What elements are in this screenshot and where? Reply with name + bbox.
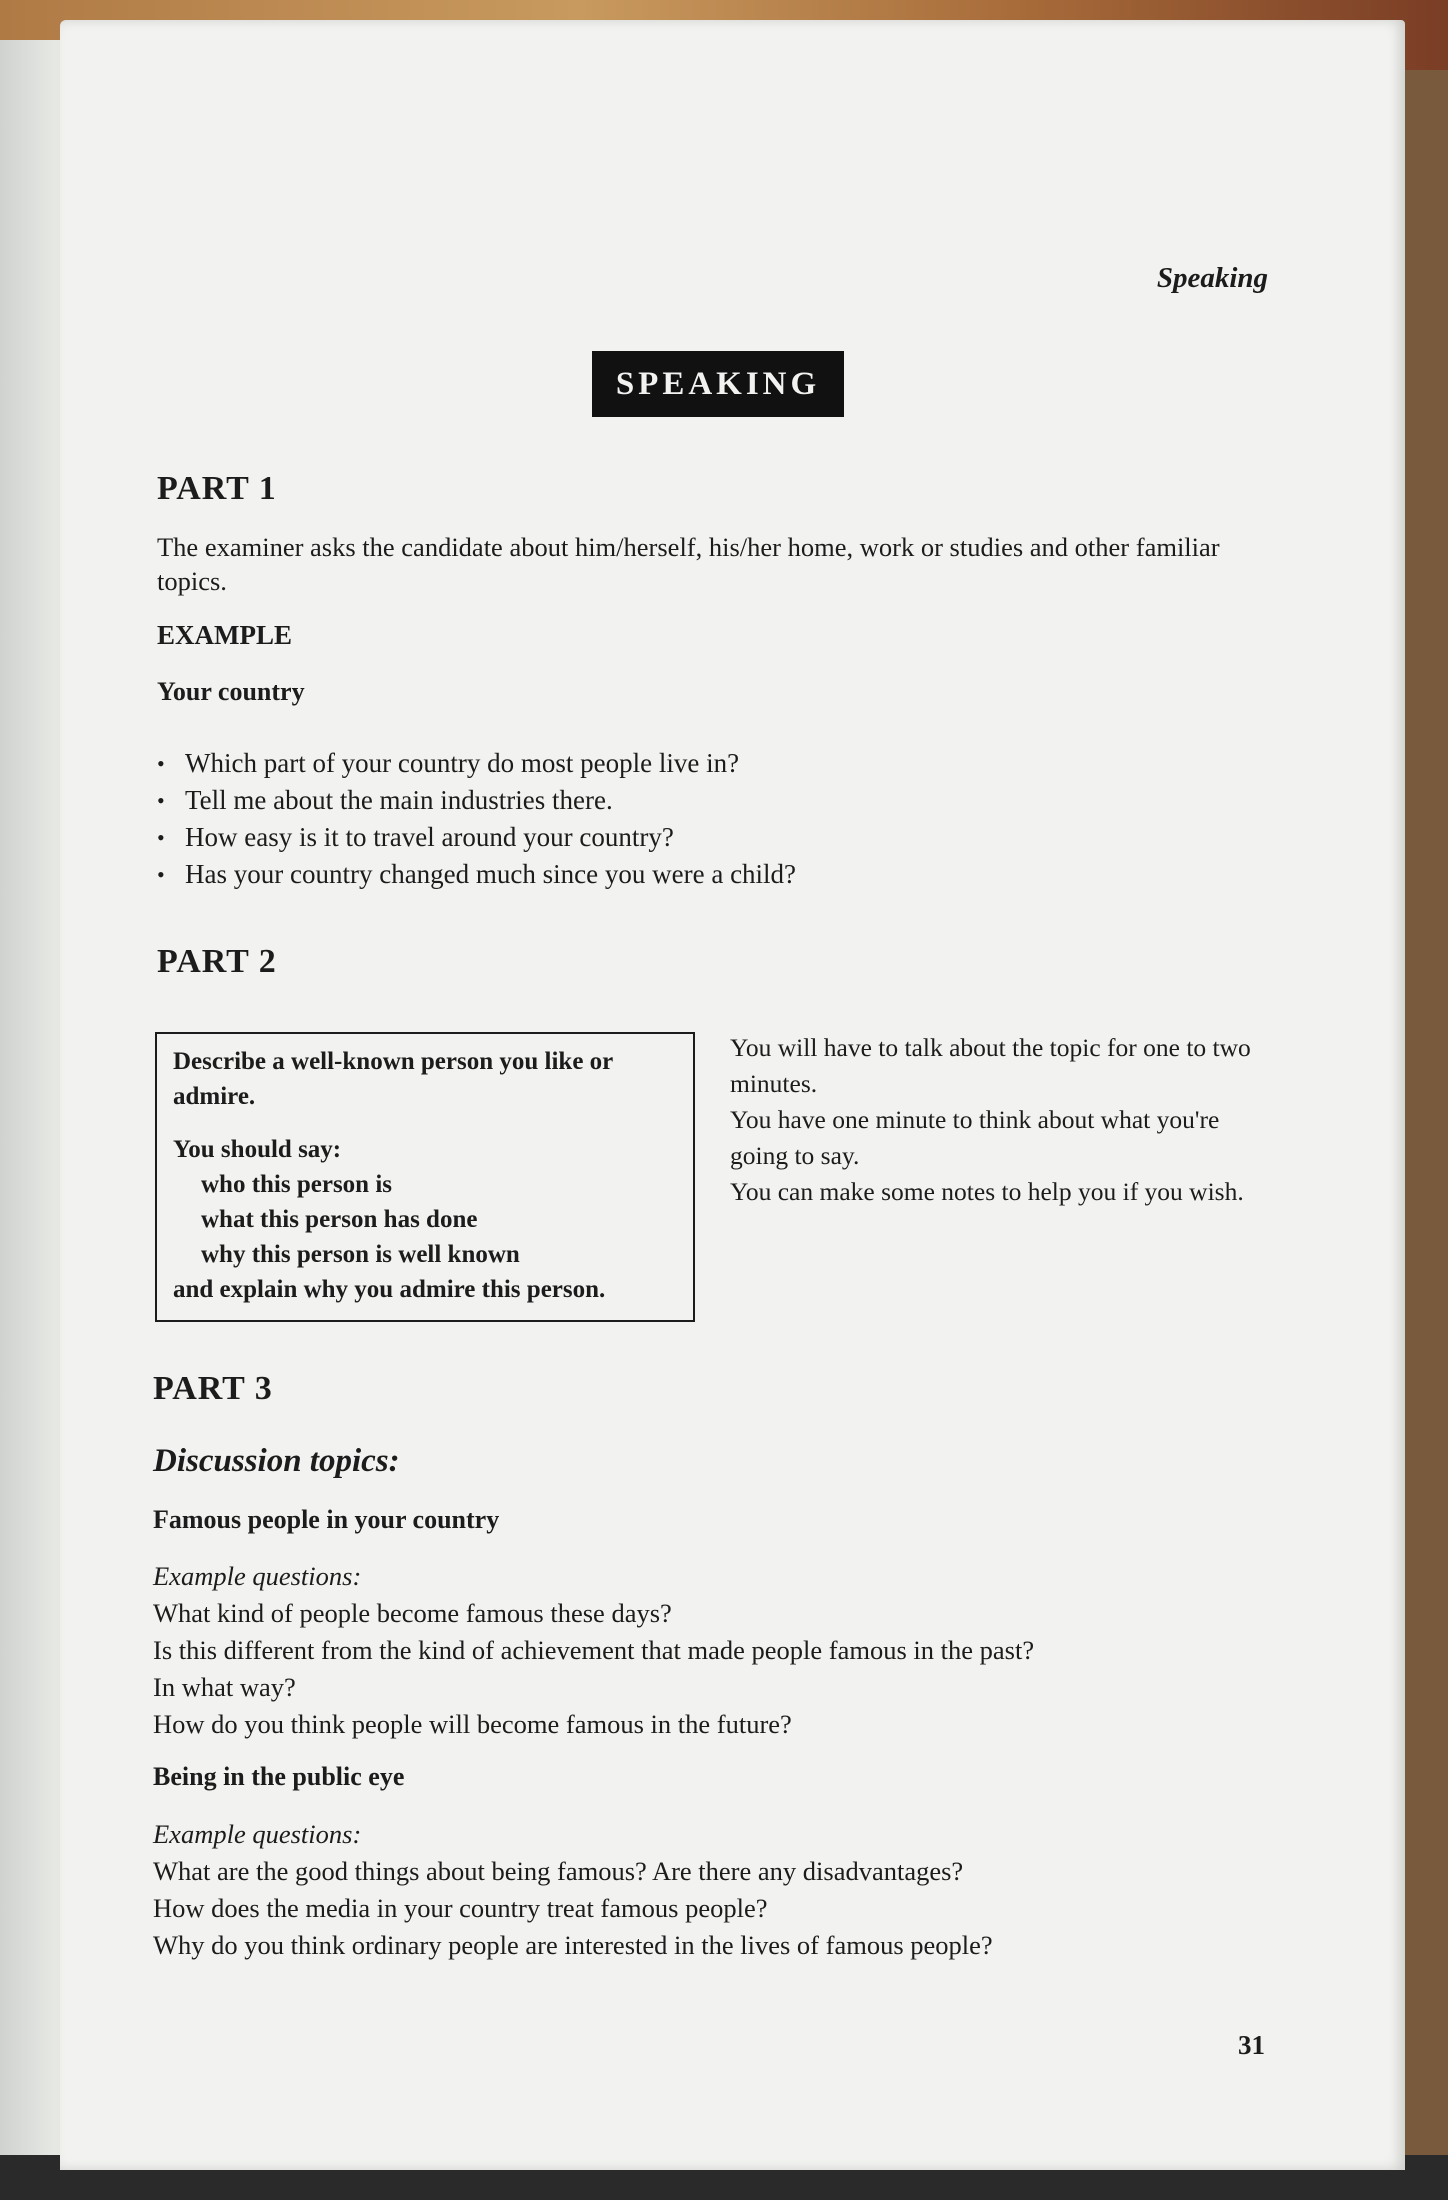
question-line: Why do you think ordinary people are interested in the lives of famous people? xyxy=(153,1930,993,1960)
part1-question-list xyxy=(157,745,796,893)
cue-card xyxy=(155,1032,695,1322)
question-line: How do you think people will become famous in the future? xyxy=(153,1709,792,1739)
list-item: • How easy is it to travel around your country? xyxy=(157,819,796,856)
part1-example-label: EXAMPLE xyxy=(157,620,292,650)
discussion-title: Discussion topics: xyxy=(153,1443,400,1479)
question-line: Is this different from the kind of achievement that made people famous in the past? xyxy=(153,1635,1035,1665)
part2-instructions xyxy=(730,1030,1270,1210)
part1-intro: The examiner asks the candidate about him/herself, his/her home, work or studies and other familiar topics. xyxy=(157,532,1220,596)
part2-heading: PART 2 xyxy=(157,943,277,980)
example-questions-label: Example questions: xyxy=(153,1819,362,1849)
topic-title: Being in the public eye xyxy=(153,1762,405,1791)
instruction-line: You will have to talk about the topic for one to two minutes. xyxy=(730,1033,1251,1098)
question-line: What kind of people become famous these days? xyxy=(153,1598,672,1628)
question-line: In what way? xyxy=(153,1672,296,1702)
cue-card-should-say: You should say: xyxy=(173,1136,342,1163)
example-questions-label: Example questions: xyxy=(153,1561,362,1591)
topic-questions xyxy=(153,1558,1034,1743)
list-item: • Which part of your country do most people live in? xyxy=(157,745,796,782)
part3-heading: PART 3 xyxy=(153,1370,273,1407)
instruction-line: You can make some notes to help you if you wish. xyxy=(730,1177,1244,1206)
list-item: • Has your country changed much since you were a child? xyxy=(157,856,796,893)
topic-title: Famous people in your country xyxy=(153,1505,500,1534)
cue-card-point: why this person is well known xyxy=(201,1241,520,1268)
running-header: Speaking xyxy=(1156,262,1268,294)
list-item: • Tell me about the main industries there. xyxy=(157,782,796,819)
cue-card-task: Describe a well-known person you like or admire. xyxy=(173,1048,613,1110)
cue-card-point: who this person is xyxy=(201,1171,393,1198)
part1-topic: Your country xyxy=(157,677,305,706)
part1-heading: PART 1 xyxy=(157,470,277,507)
topic-questions xyxy=(153,1816,993,1964)
page-number: 31 xyxy=(1238,2030,1265,2060)
cue-card-point: what this person has done xyxy=(201,1206,478,1233)
section-banner: SPEAKING xyxy=(592,351,844,417)
instruction-line: You have one minute to think about what you're going to say. xyxy=(730,1105,1220,1170)
question-line: What are the good things about being famous? Are there any disadvantages? xyxy=(153,1856,964,1886)
question-line: How does the media in your country treat famous people? xyxy=(153,1893,768,1923)
cue-card-closing: and explain why you admire this person. xyxy=(173,1276,606,1303)
